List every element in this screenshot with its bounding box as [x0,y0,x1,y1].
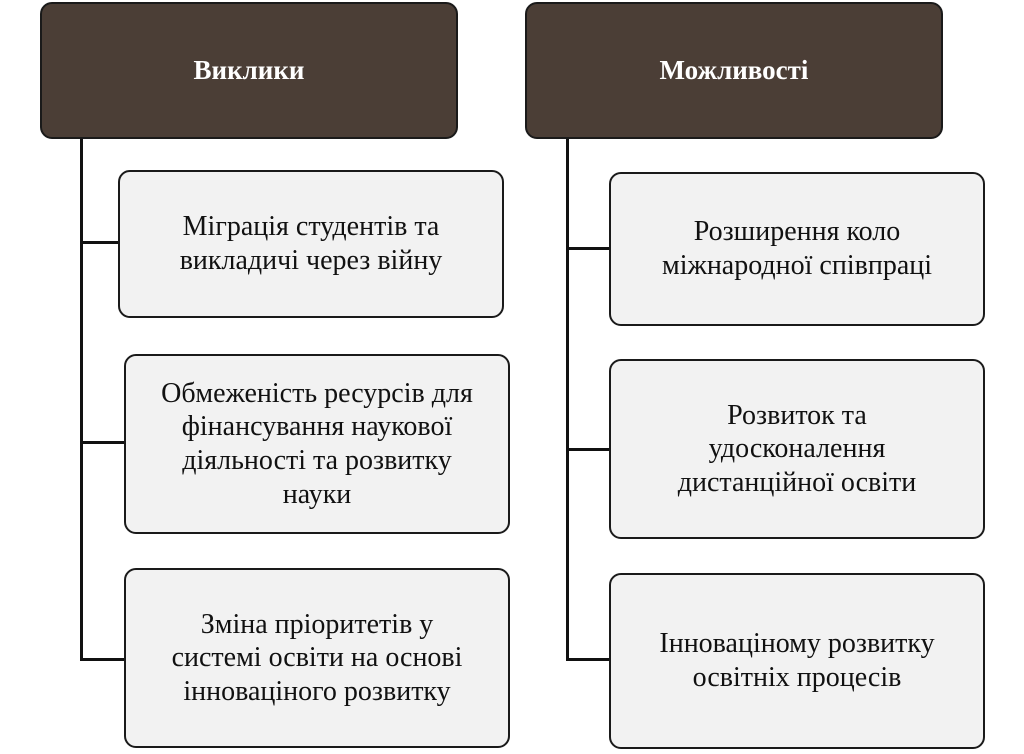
challenge-text-2: Обмеженість ресурсів для фінансування наукової діяльності та розвитку науки [161,377,473,510]
opportunities-header-label: Можливості [659,55,809,85]
challenge-box-2 [124,354,510,534]
left-branch-line-1 [80,241,118,244]
left-trunk-line [80,137,83,661]
challenges-header-label: Виклики [193,55,305,85]
challenges-header [40,2,458,139]
right-trunk-line [566,137,569,661]
opportunity-box-1 [609,172,985,326]
opportunity-text-2: Розвиток та удосконалення дистанційної освіти [677,399,917,498]
challenge-box-3 [124,568,510,748]
left-branch-line-3 [80,658,124,661]
opportunities-header [525,2,943,139]
left-branch-line-2 [80,441,124,444]
challenge-text-1: Міграція студентів та викладичі через війну [179,211,443,276]
opportunity-text-1: Розширення коло міжнародної співпраці [661,216,933,281]
opportunity-box-2 [609,359,985,539]
right-branch-line-1 [566,247,610,250]
challenge-text-3: Зміна пріоритетів у системі освіти на основі інноваціного розвитку [171,608,463,707]
opportunity-box-3 [609,573,985,749]
right-branch-line-3 [566,658,610,661]
opportunity-text-3: Інноваціному розвитку освітніх процесів [659,628,935,693]
challenge-box-1 [118,170,504,318]
right-branch-line-2 [566,448,610,451]
